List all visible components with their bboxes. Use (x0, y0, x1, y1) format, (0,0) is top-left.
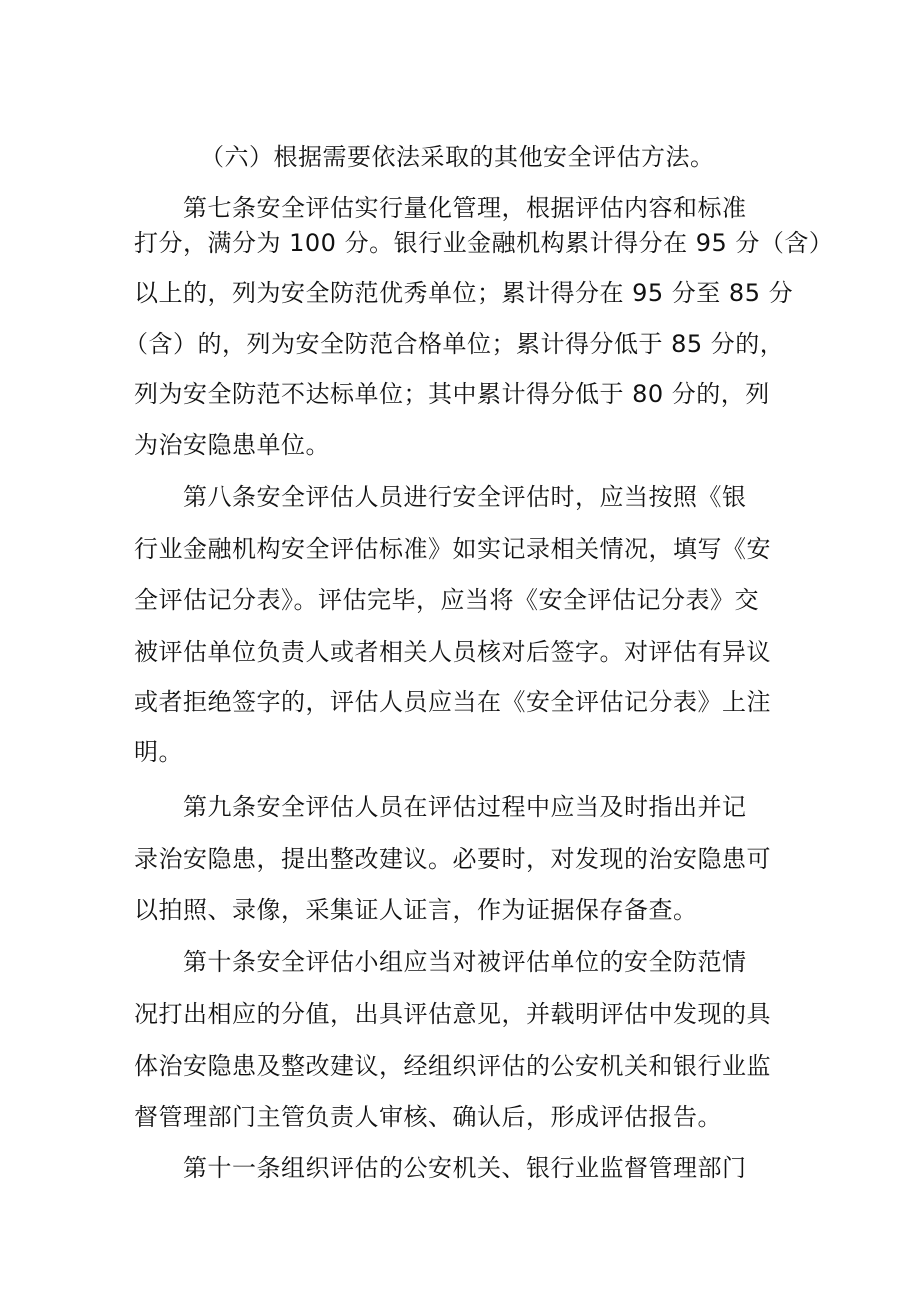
text-line-16: 以拍照、录像，采集证人证言，作为证据保存备查。 (134, 896, 698, 924)
text-line-15: 录治安隐患，提出整改建议。必要时，对发现的治安隐患可 (134, 845, 771, 873)
text-line-3: 打分，满分为 100 分。银行业金融机构累计得分在 95 分（含） (134, 229, 834, 257)
text-line-13: 明。 (134, 738, 183, 766)
text-line-8: 第八条安全评估人员进行安全评估时，应当按照《银 (183, 483, 747, 511)
text-line-14: 第九条安全评估人员在评估过程中应当及时指出并记 (183, 793, 747, 821)
text-line-21: 第十一条组织评估的公安机关、银行业监督管理部门 (183, 1154, 747, 1182)
text-line-12: 或者拒绝签字的，评估人员应当在《安全评估记分表》上注 (134, 688, 771, 716)
text-line-19: 体治安隐患及整改建议，经组织评估的公安机关和银行业监 (134, 1052, 771, 1080)
text-line-11: 被评估单位负责人或者相关人员核对后签字。对评估有异议 (134, 638, 771, 666)
text-line-18: 况打出相应的分值，出具评估意见，并载明评估中发现的具 (134, 1000, 771, 1028)
text-line-10: 全评估记分表》。评估完毕，应当将《安全评估记分表》交 (134, 586, 759, 614)
text-line-20: 督管理部门主管负责人审核、确认后，形成评估报告。 (134, 1103, 722, 1131)
text-line-7: 为治安隐患单位。 (134, 431, 330, 459)
text-line-17: 第十条安全评估小组应当对被评估单位的安全防范情 (183, 948, 747, 976)
text-line-1: （六）根据需要依法采取的其他安全评估方法。 (200, 143, 715, 171)
text-line-6: 列为安全防范不达标单位；其中累计得分低于 80 分的，列 (134, 380, 770, 408)
text-line-9: 行业金融机构安全评估标准》如实记录相关情况，填写《安 (134, 535, 771, 563)
text-line-2: 第七条安全评估实行量化管理，根据评估内容和标准 (183, 194, 747, 222)
text-line-5: （含）的，列为安全防范合格单位；累计得分低于 85 分的， (124, 330, 785, 358)
text-line-4: 以上的，列为安全防范优秀单位；累计得分在 95 分至 85 分 (134, 279, 794, 307)
